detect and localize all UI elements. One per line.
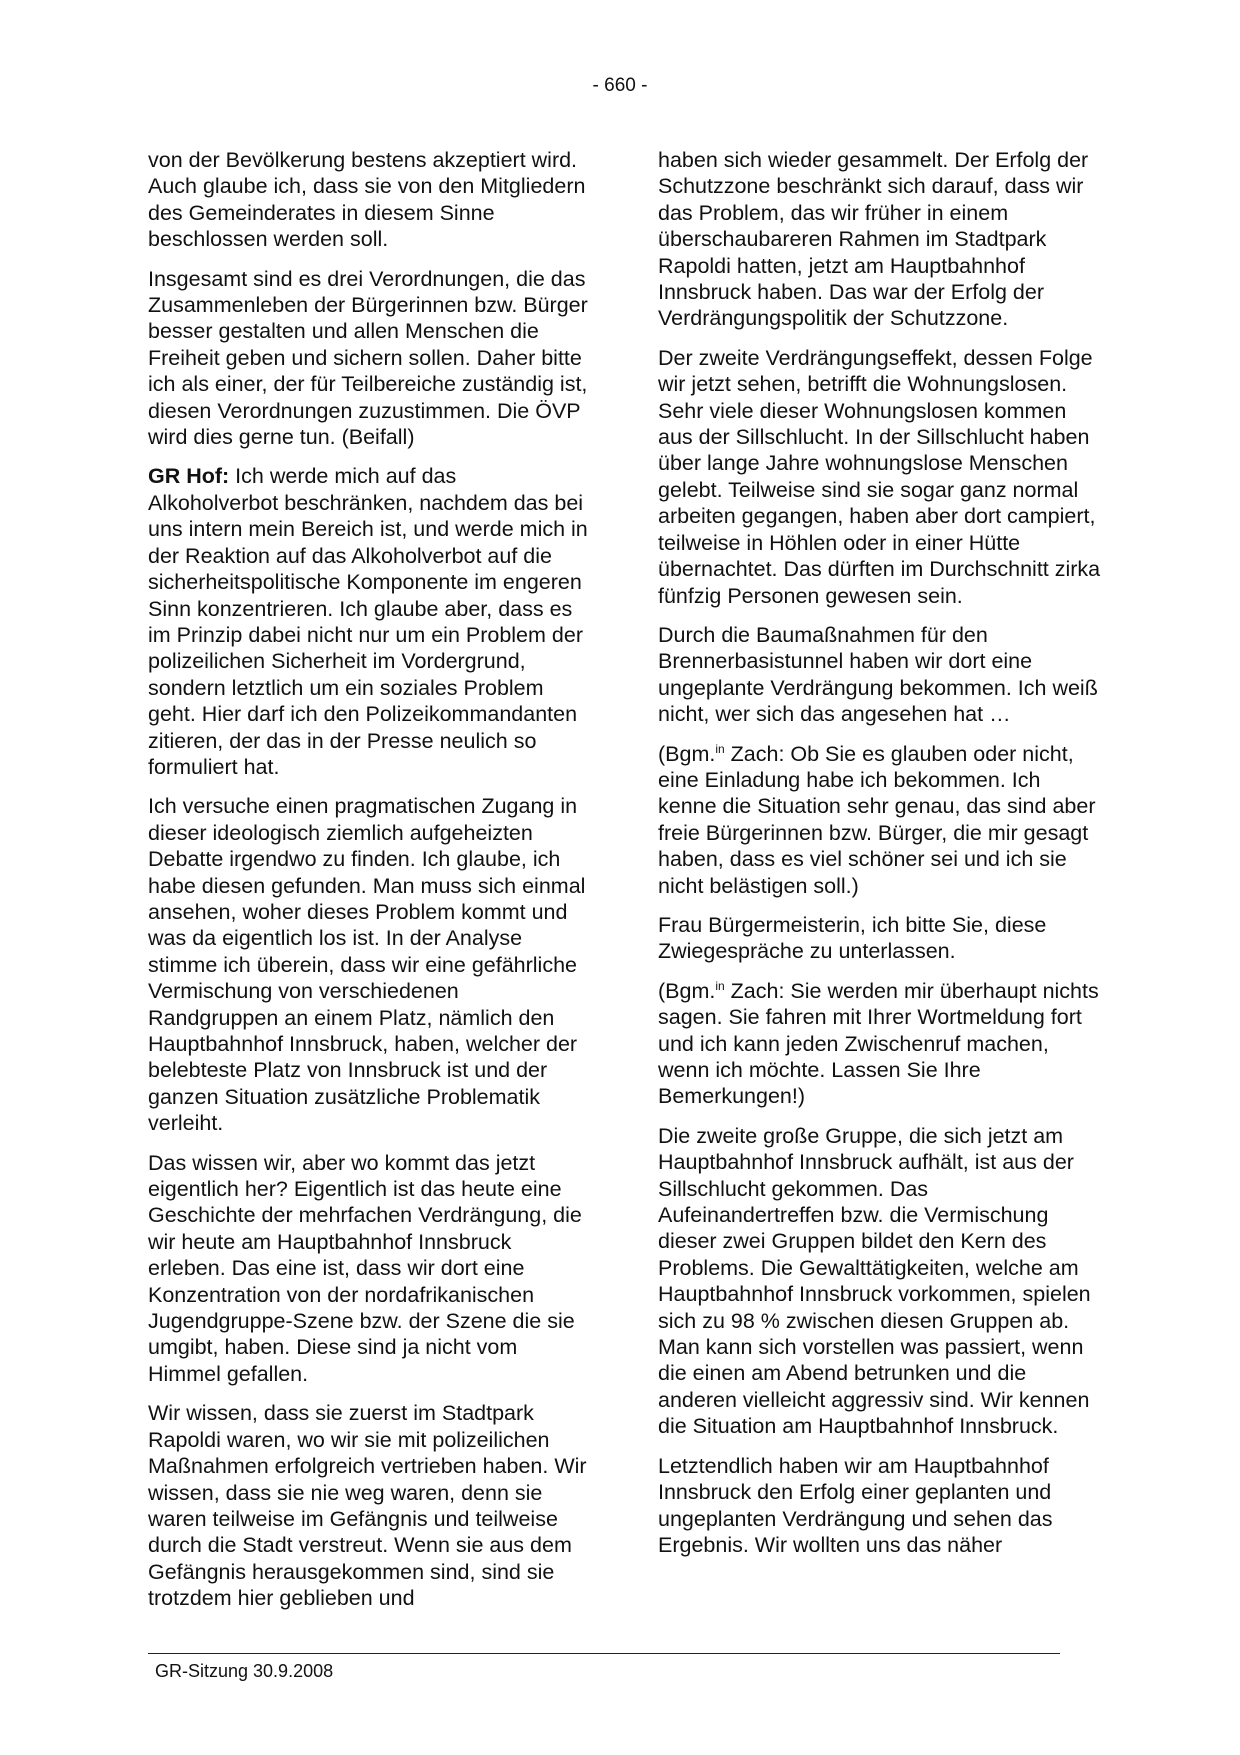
paragraph: Wir wissen, dass sie zuerst im Stadtpark Rapoldi waren, wo wir sie mit polizeilichen Maßnahmen erfolgreich vertrieben haben. Wir wissen, dass sie nie weg waren, denn sie waren teilweise im Gefängnis und teilweise durch die Stadt verstreut. Wenn sie aus dem Gefängnis herausgekommen sind, sind sie trotzdem hier geblieben und [148, 1401, 587, 1611]
interjection-prefix: (Bgm. [658, 741, 716, 766]
superscript: in [715, 978, 725, 993]
right-column [658, 147, 1103, 1571]
superscript: in [715, 741, 725, 756]
page-number: - 660 - [592, 75, 648, 96]
paragraph: Der zweite Verdrängungseffekt, dessen Folge wir jetzt sehen, betrifft die Wohnungslosen. Sehr viele dieser Wohnungslosen kommen aus der Sillschlucht. In der Sillschlucht haben über lange Jahre wohnungslose Menschen gelebt. Teilweise sind sie sogar ganz normal arbeiten gegangen, haben aber dort campiert, teilweise in Höhlen oder in einer Hütte übernachtet. Das dürften im Durchschnitt zirka fünfzig Personen gewesen sein. [658, 345, 1101, 608]
paragraph: Die zweite große Gruppe, die sich jetzt am Hauptbahnhof Innsbruck aufhält, ist aus der Sillschlucht gekommen. Das Aufeinandertreffen bzw. die Vermischung dieser zwei Gruppen bildet den Kern des Problems. Die Gewalttätigkeiten, welche am Hauptbahnhof Innsbruck vorkommen, spielen sich zu 98 % zwischen diesen Gruppen ab. Man kann sich vorstellen was passiert, wenn die einen am Abend betrunken und die anderen vielleicht aggressiv sind. Wir kennen die Situation am Hauptbahnhof Innsbruck. [658, 1123, 1091, 1439]
paragraph: Letztendlich haben wir am Hauptbahnhof Innsbruck den Erfolg einer geplanten und ungeplanten Verdrängung und sehen das Ergebnis. Wir wollten uns das näher [658, 1453, 1053, 1557]
interjection-text: Zach: Sie werden mir überhaupt nichts sagen. Sie fahren mit Ihrer Wortmeldung fort und ich kann jeden Zwischenruf machen, wenn ich möchte. Lassen Sie Ihre Bemerkungen!) [658, 978, 1099, 1109]
footer-divider [148, 1653, 1060, 1654]
paragraph: Insgesamt sind es drei Verordnungen, die das Zusammenleben der Bürgerinnen bzw. Bürger besser gestalten und allen Menschen die Freiheit geben und sichern sollen. Daher bitte ich als einer, der für Teilbereiche zuständig ist, diesen Verordnungen zuzustimmen. Die ÖVP wird dies gerne tun. (Beifall) [148, 266, 588, 450]
paragraph: Frau Bürgermeisterin, ich bitte Sie, diese Zwiegespräche zu unterlassen. [658, 912, 1047, 964]
paragraph: Ich versuche einen pragmatischen Zugang in dieser ideologisch ziemlich aufgeheizten Debatte irgendwo zu finden. Ich glaube, ich habe diesen gefunden. Man muss sich einmal ansehen, woher dieses Problem kommt und was da eigentlich los ist. In der Analyse stimme ich überein, dass wir eine gefährliche Vermischung von verschiedenen Randgruppen an einem Platz, nämlich den Hauptbahnhof Innsbruck, haben, welcher der belebteste Platz von Innsbruck ist und der ganzen Situation zusätzliche Problematik verleiht. [148, 794, 586, 1136]
interjection [658, 741, 1103, 899]
interjection [658, 978, 1103, 1110]
speaker-name: GR Hof: [148, 464, 230, 489]
paragraph: haben sich wieder gesammelt. Der Erfolg der Schutzzone beschränkt sich darauf, dass wir das Problem, das wir früher in einem überschaubareren Rahmen im Stadtpark Rapoldi hatten, jetzt am Hauptbahnhof Innsbruck haben. Das war der Erfolg der Verdrängungspolitik der Schutzzone. [658, 148, 1089, 331]
left-column [148, 147, 588, 1625]
footer-session-label: GR-Sitzung 30.9.2008 [155, 1661, 334, 1681]
interjection-prefix: (Bgm. [658, 978, 716, 1003]
paragraph [148, 463, 588, 780]
interjection-text: Zach: Ob Sie es glauben oder nicht, eine Einladung habe ich bekommen. Ich kenne die Situation sehr genau, das sind aber freie Bürgerinnen bzw. Bürger, die mir gesagt haben, dass es viel schöner sei und ich sie nicht belästigen soll.) [658, 741, 1096, 898]
paragraph: Durch die Baumaßnahmen für den Brennerbasistunnel haben wir dort eine ungeplante Verdrängung bekommen. Ich weiß nicht, wer sich das angesehen hat … [658, 622, 1098, 727]
paragraph: von der Bevölkerung bestens akzeptiert wird. Auch glaube ich, dass sie von den Mitgliedern des Gemeinderates in diesem Sinne beschlossen werden soll. [148, 148, 586, 252]
speech-text: Ich werde mich auf das Alkoholverbot beschränken, nachdem das bei uns intern mein Bereich ist, und werde mich in der Reaktion auf das Alkoholverbot auf die sicherheitspolitische Komponente im engeren Sinn konzentrieren. Ich glaube aber, dass es im Prinzip dabei nicht nur um ein Problem der polizeilichen Sicherheit im Vordergrund, sondern letztlich um ein soziales Problem geht. Hier darf ich den Polizeikommandanten zitieren, der das in der Presse neulich so formuliert hat. [148, 464, 588, 779]
paragraph: Das wissen wir, aber wo kommt das jetzt eigentlich her? Eigentlich ist das heute eine Geschichte der mehrfachen Verdrängung, die wir heute am Hauptbahnhof Innsbruck erleben. Das eine ist, dass wir dort eine Konzentration von der nordafrikanischen Jugendgruppe-Szene bzw. der Szene die sie umgibt, haben. Diese sind ja nicht vom Himmel gefallen. [148, 1150, 582, 1386]
